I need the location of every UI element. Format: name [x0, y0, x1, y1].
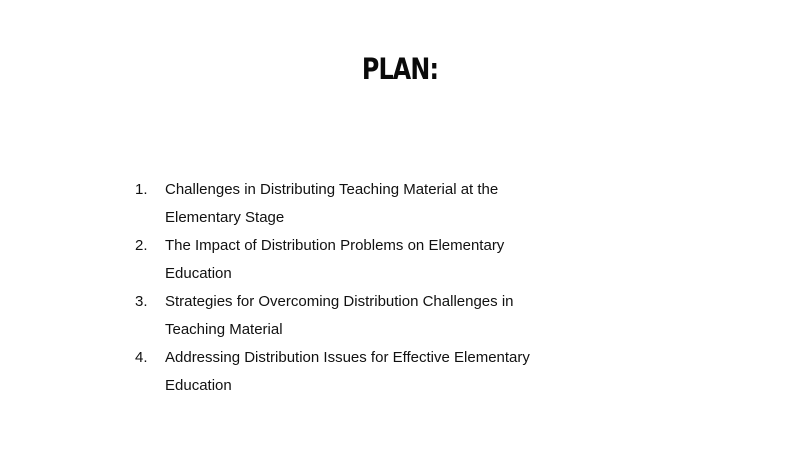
plan-item-number: 2. — [135, 237, 148, 254]
plan-item-3 — [135, 288, 555, 344]
plan-item-text: Addressing Distribution Issues for Effective Elementary Education — [165, 349, 530, 394]
plan-item-text: Challenges in Distributing Teaching Material at the Elementary Stage — [165, 181, 499, 226]
plan-item-4 — [135, 344, 555, 400]
plan-item-2 — [135, 232, 555, 288]
plan-item-number: 4. — [135, 349, 148, 366]
plan-item-number: 3. — [135, 293, 148, 310]
plan-list — [135, 176, 555, 400]
plan-item-number: 1. — [135, 181, 148, 198]
plan-item-1 — [135, 176, 555, 232]
slide-title: PLAN: — [361, 52, 439, 86]
plan-item-text: The Impact of Distribution Problems on Elementary Education — [165, 237, 505, 282]
plan-item-text: Strategies for Overcoming Distribution Challenges in Teaching Material — [165, 293, 514, 338]
